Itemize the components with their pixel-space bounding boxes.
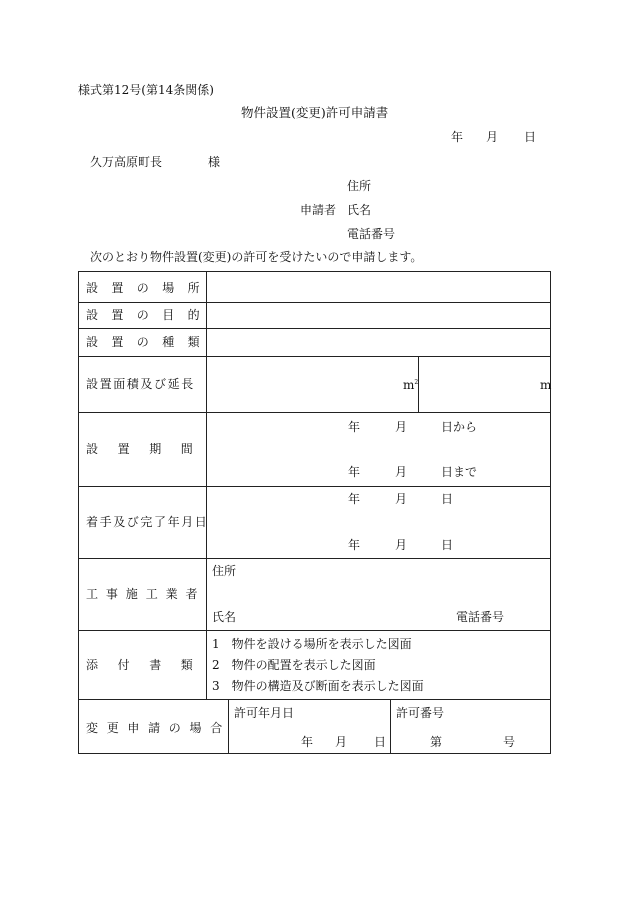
type-label: 設置の種類 bbox=[86, 335, 214, 349]
date-day: 日 bbox=[524, 130, 537, 144]
permit-number-label: 許可番号 bbox=[396, 706, 445, 720]
change-label: 変更申請の場合 bbox=[86, 721, 231, 735]
row-line bbox=[79, 558, 550, 559]
permit-number-suffix: 号 bbox=[503, 735, 516, 749]
row-line bbox=[79, 302, 550, 303]
period-until-year: 年 bbox=[348, 465, 361, 479]
application-table bbox=[78, 271, 551, 754]
permit-number-prefix: 第 bbox=[430, 735, 443, 749]
row-line bbox=[79, 699, 550, 700]
applicant-phone-label: 電話番号 bbox=[347, 227, 396, 241]
area-unit-base: m bbox=[403, 378, 415, 392]
date-year: 年 bbox=[451, 130, 464, 144]
attachment-item-2: 2 物件の配置を表示した図面 bbox=[212, 658, 376, 672]
period-from-day: 日から bbox=[441, 420, 478, 434]
change-split-line bbox=[390, 699, 391, 754]
applicant-address-label: 住所 bbox=[347, 179, 372, 193]
row-line bbox=[79, 486, 550, 487]
statement: 次のとおり物件設置(変更)の許可を受けたいので申請します。 bbox=[90, 250, 423, 264]
attachments-label: 添付書類 bbox=[86, 658, 213, 672]
area-field[interactable] bbox=[209, 358, 415, 410]
form-number: 様式第12号(第14条関係) bbox=[78, 83, 214, 97]
start-day: 日 bbox=[441, 492, 454, 506]
type-field[interactable] bbox=[209, 330, 547, 354]
contractor-name-label: 氏名 bbox=[212, 610, 237, 624]
attachment-item-1: 1 物件を設ける場所を表示した図面 bbox=[212, 637, 412, 651]
period-from-month: 月 bbox=[395, 420, 408, 434]
attachment-item-3: 3 物件の構造及び断面を表示した図面 bbox=[212, 679, 424, 693]
row-line bbox=[79, 630, 550, 631]
purpose-label: 設置の目的 bbox=[86, 308, 214, 322]
addressee: 久万高原町長 bbox=[90, 155, 163, 169]
start-end-field[interactable] bbox=[209, 488, 547, 556]
contractor-address-label: 住所 bbox=[212, 564, 237, 578]
applicant-name-label: 氏名 bbox=[347, 203, 372, 217]
row-line bbox=[79, 356, 550, 357]
permit-year: 年 bbox=[301, 735, 314, 749]
row-line bbox=[79, 412, 550, 413]
document-title: 物件設置(変更)許可申請書 bbox=[241, 105, 389, 120]
start-year: 年 bbox=[348, 492, 361, 506]
contractor-label: 工事施工業者 bbox=[86, 587, 206, 601]
permit-date-label: 許可年月日 bbox=[234, 706, 295, 720]
period-until-month: 月 bbox=[395, 465, 408, 479]
period-field[interactable] bbox=[209, 414, 547, 484]
length-field[interactable] bbox=[421, 358, 547, 410]
permit-day: 日 bbox=[374, 735, 387, 749]
area-label: 設置面積及び延長 bbox=[86, 377, 195, 391]
period-from-year: 年 bbox=[348, 420, 361, 434]
period-until-day: 日まで bbox=[441, 465, 478, 479]
start-month: 月 bbox=[395, 492, 408, 506]
row-line bbox=[79, 328, 550, 329]
area-unit-sup: 2 bbox=[414, 379, 419, 386]
start-end-label: 着手及び完了年月日 bbox=[86, 515, 209, 529]
location-field[interactable] bbox=[209, 274, 547, 300]
date-month: 月 bbox=[486, 130, 499, 144]
contractor-phone-label: 電話番号 bbox=[456, 610, 505, 624]
area-unit bbox=[403, 378, 418, 392]
length-unit: m bbox=[540, 378, 552, 392]
addressee-suffix: 様 bbox=[208, 155, 221, 169]
location-label: 設置の場所 bbox=[86, 281, 214, 295]
permit-month: 月 bbox=[335, 735, 348, 749]
end-year: 年 bbox=[348, 538, 361, 552]
period-label: 設置期間 bbox=[86, 442, 213, 456]
end-month: 月 bbox=[395, 538, 408, 552]
applicant-label: 申請者 bbox=[300, 203, 337, 217]
end-day: 日 bbox=[441, 538, 454, 552]
purpose-field[interactable] bbox=[209, 304, 547, 326]
